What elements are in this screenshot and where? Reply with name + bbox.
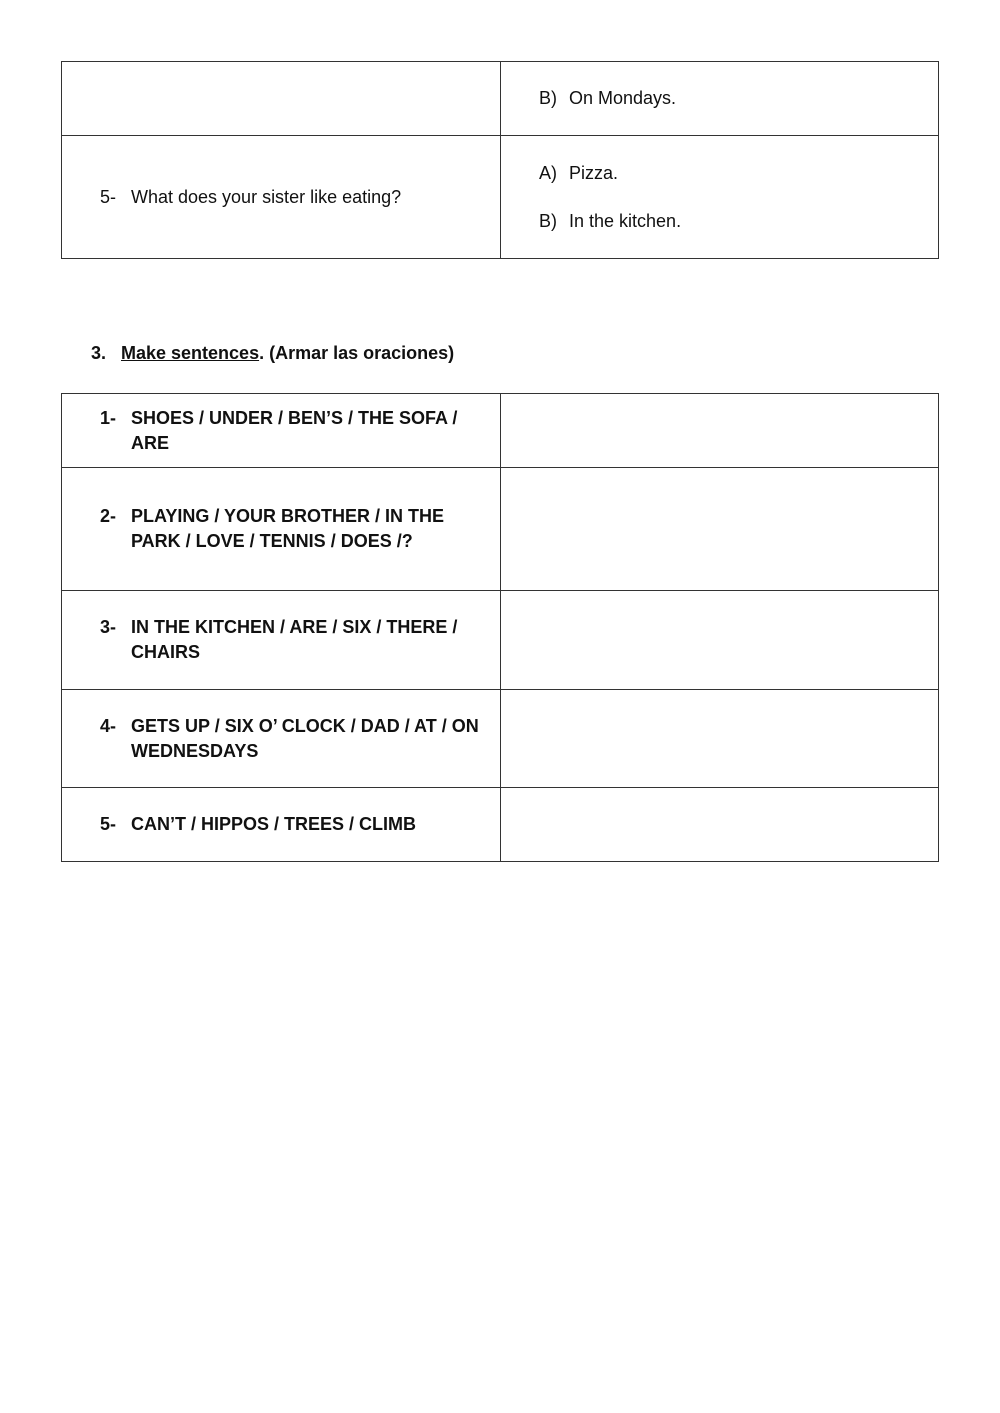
prompt-number: 4-	[100, 715, 117, 736]
section-title: Make sentences	[121, 343, 260, 363]
section-number: 3.	[91, 343, 107, 363]
prompt-text: IN THE KITCHEN / ARE / SIX / THERE / CHAIRS	[131, 617, 458, 662]
answer-cell[interactable]	[501, 468, 939, 591]
prompt-number: 5-	[100, 814, 117, 834]
prompt-cell	[62, 690, 501, 788]
section-subtitle: . (Armar las oraciones)	[259, 343, 455, 363]
options-cell	[501, 136, 939, 259]
prompt-cell	[62, 591, 501, 690]
prompt-number: 3-	[100, 617, 117, 637]
question-cell-empty	[62, 62, 501, 136]
table-row	[62, 468, 939, 591]
prompt-text: SHOES / UNDER / BEN’S / THE SOFA / ARE	[131, 407, 458, 453]
prompt-number: 1-	[100, 407, 117, 428]
prompt-cell	[62, 394, 501, 468]
options-cell	[501, 62, 939, 136]
answer-cell[interactable]	[501, 788, 939, 862]
answer-cell[interactable]	[501, 394, 939, 468]
option-b: B) In the kitchen.	[501, 209, 938, 234]
option-a: A) Pizza.	[501, 161, 938, 186]
table-row	[62, 591, 939, 690]
prompt-cell	[62, 468, 501, 591]
questions-table-continued	[61, 61, 939, 259]
option-b: B) On Mondays.	[501, 86, 938, 111]
table-row	[62, 690, 939, 788]
option-text: On Mondays.	[569, 88, 677, 108]
prompt-text: CAN’T / HIPPOS / TREES / CLIMB	[131, 814, 417, 834]
section-heading	[91, 341, 454, 365]
prompt-text: PLAYING / YOUR BROTHER / IN THE PARK / LOVE / TENNIS / DOES /?	[131, 506, 445, 551]
table-row	[62, 394, 939, 468]
answer-cell[interactable]	[501, 591, 939, 690]
question-text: What does your sister like eating?	[131, 186, 402, 207]
make-sentences-table	[61, 393, 939, 862]
option-text: In the kitchen.	[569, 210, 682, 231]
prompt-cell	[62, 788, 501, 862]
question-cell	[62, 136, 501, 259]
answer-cell[interactable]	[501, 690, 939, 788]
prompt-text: GETS UP / SIX O’ CLOCK / DAD / AT / ON WEDNESDAYS	[131, 715, 479, 761]
table-row	[62, 788, 939, 862]
option-text: Pizza.	[569, 162, 619, 183]
table-row	[62, 62, 939, 136]
table-row	[62, 136, 939, 259]
question-number: 5-	[100, 186, 117, 207]
prompt-number: 2-	[100, 506, 117, 526]
